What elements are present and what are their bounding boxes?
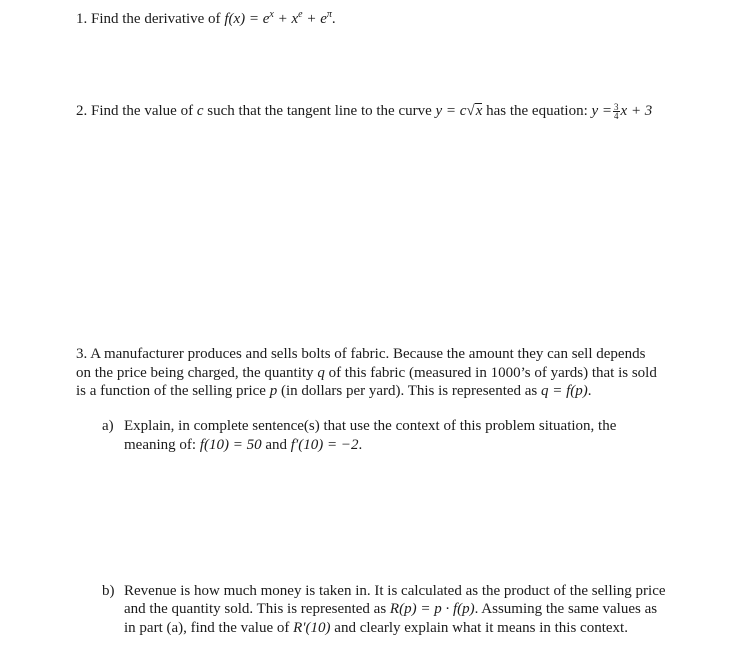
part-a-end: . — [358, 437, 363, 453]
q3-line2a: on the price being charged, the quantity — [76, 365, 314, 381]
part-b-line-3 — [124, 619, 628, 637]
part-b-line3b: and clearly explain what it means in this context. — [334, 620, 628, 636]
q3-eq: q = f(p) — [541, 383, 588, 399]
part-a-eq2: f′(10) = −2 — [290, 437, 359, 453]
q1-end: . — [331, 11, 336, 27]
q2-var-c: c — [196, 103, 204, 119]
q2-number: 2. — [76, 103, 88, 119]
part-b-line-2 — [124, 600, 657, 618]
part-a-line-2 — [124, 436, 362, 454]
part-b-eq-rprime: R′(10) — [293, 620, 331, 636]
part-b-line2a: and the quantity sold. This is represented as — [124, 601, 387, 617]
q1-number: 1. — [76, 11, 88, 27]
q1-text: Find the derivative of — [91, 11, 221, 27]
part-a-and: and — [265, 437, 288, 453]
q3-line3a: is a function of the selling price — [76, 383, 266, 399]
q3-line-1 — [76, 345, 645, 363]
part-b-line-1: Revenue is how much money is taken in. It is calculated as the product of the selling price — [124, 583, 666, 599]
q3-var-p: p — [269, 383, 278, 399]
q3-line1-text: A manufacturer produces and sells bolts of fabric. Because the amount they can sell depends — [90, 346, 646, 362]
q3-var-q: q — [317, 365, 325, 381]
part-b-line3a: in part (a), find the value of — [124, 620, 290, 636]
part-b-line2b: . Assuming the same values as — [474, 601, 658, 617]
question-2 — [76, 102, 652, 120]
q3-line2b: of this fabric (measured in 1000’s of yards) that is sold — [328, 365, 657, 381]
part-a-line-1: Explain, in complete sentence(s) that use the context of this problem situation, the — [124, 418, 617, 434]
question-1 — [76, 10, 336, 28]
q3-number: 3. — [76, 346, 88, 362]
part-a-label: a) — [102, 418, 114, 434]
part-a-text: meaning of: — [124, 437, 197, 453]
q1-formula: $f(x) = e^x + x^e + e^\pi$ — [224, 9, 332, 27]
q2-equation: y = $\frac{3}{4}$ x + 3 — [591, 102, 653, 122]
q2-text-mid: such that the tangent line to the curve — [207, 103, 432, 119]
q3-line3b: (in dollars per yard). This is represented as — [280, 383, 538, 399]
q3-line-3 — [76, 382, 592, 400]
part-b-eq-revenue: R(p) = p · f(p) — [389, 601, 475, 617]
q3-line-2 — [76, 364, 657, 382]
q2-text-before: Find the value of — [91, 103, 194, 119]
q2-curve: y = c√x — [435, 103, 483, 119]
part-a-eq1: f(10) = 50 — [199, 437, 262, 453]
q3-line3-end: . — [587, 383, 592, 399]
q2-text-after: has the equation: — [486, 103, 588, 119]
part-b-label: b) — [102, 583, 115, 599]
